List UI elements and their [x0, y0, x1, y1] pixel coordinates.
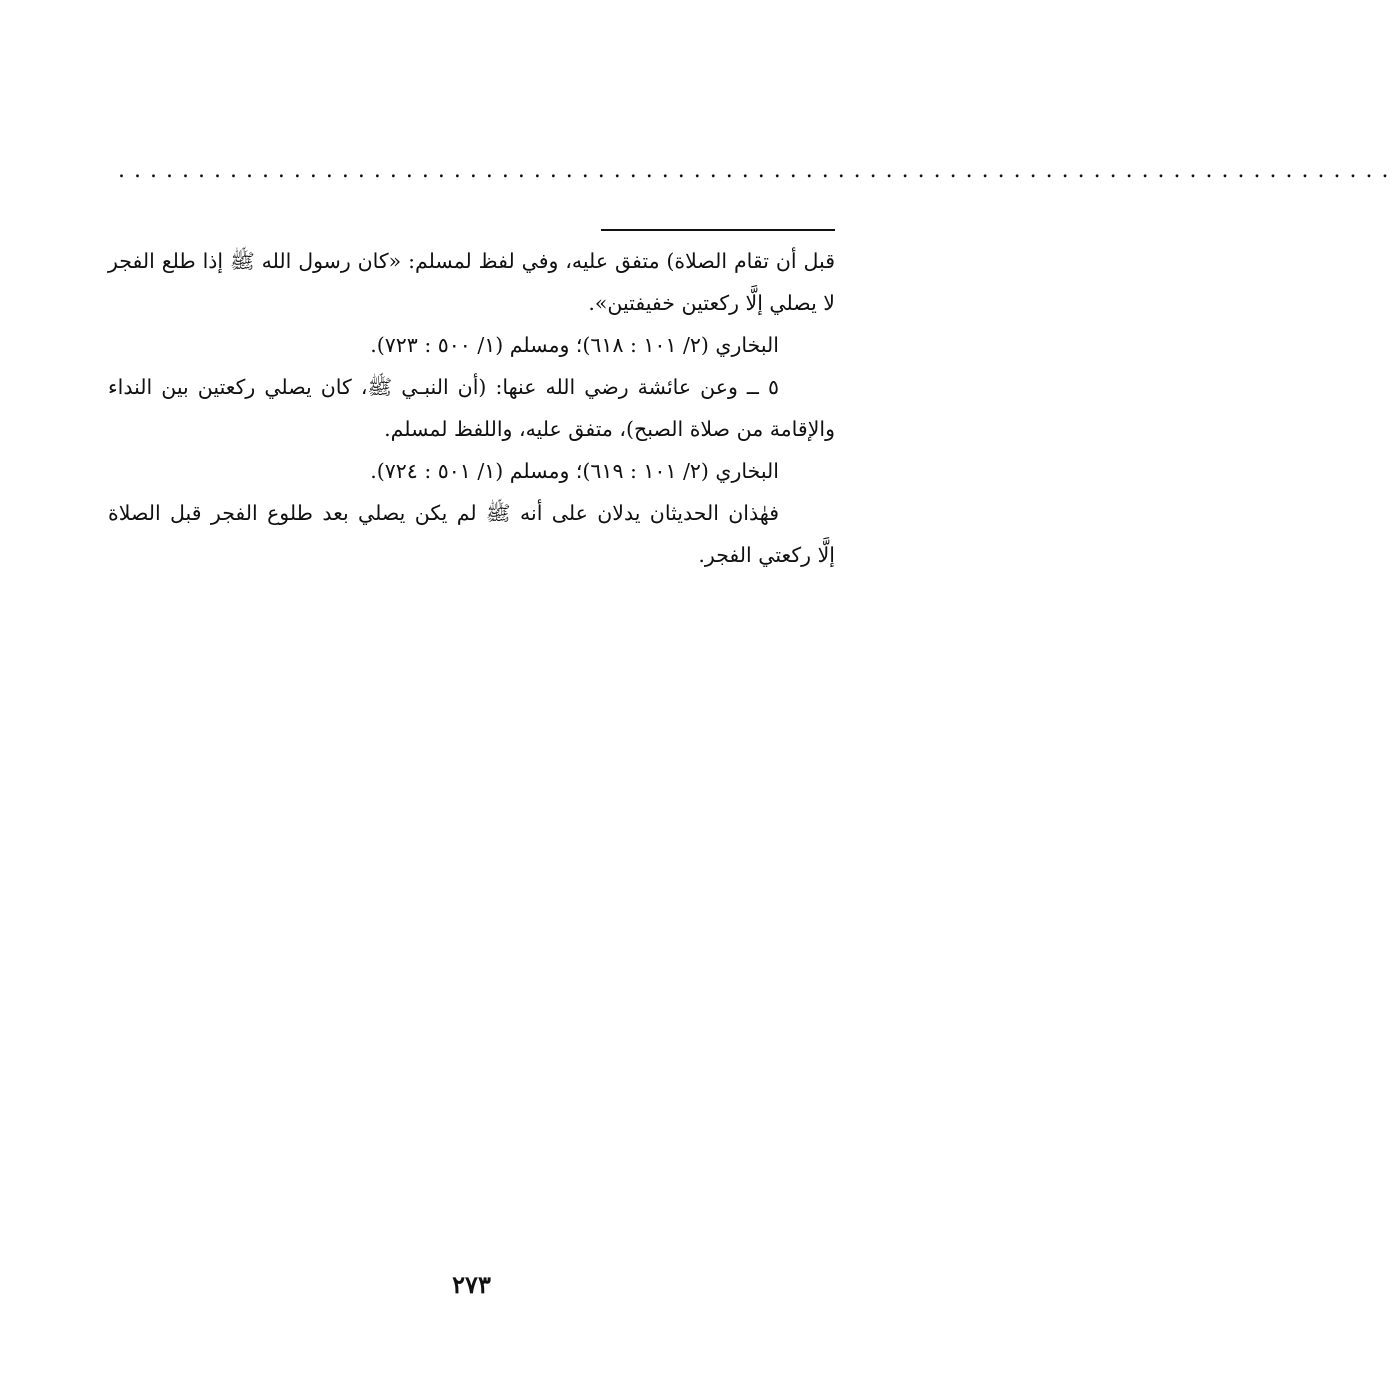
footnote-line: لا يصلي إلَّا ركعتين خفيفتين». [588, 291, 835, 315]
commentary-line: فهٰذان الحديثان يدلان على أنه ﷺ لم يكن يصلي بعد طلوع الفجر قبل الصلاة [108, 501, 779, 525]
dot-leader: ................................................................................ [118, 158, 1397, 183]
source-reference: البخاري (٢/ ١٠١ : ٦١٨)؛ ومسلم (١/ ٥٠٠ : ٧٢٣). [370, 333, 779, 357]
commentary-line: إلَّا ركعتي الفجر. [698, 543, 835, 567]
footnote-line: قبل أن تقام الصلاة) متفق عليه، وفي لفظ لمسلم: «كان رسول الله ﷺ إذا طلع الفجر [108, 249, 835, 273]
page-number: ٢٧٣ [452, 1270, 491, 1299]
footnote-line: والإقامة من صلاة الصبح)، متفق عليه، واللفظ لمسلم. [384, 417, 835, 441]
hadith-item-5: ٥ ــ وعن عائشة رضي الله عنها: (أن النبـي ﷺ، كان يصلي ركعتين بين النداء [108, 375, 779, 399]
footnote-separator-rule [601, 229, 835, 231]
source-reference: البخاري (٢/ ١٠١ : ٦١٩)؛ ومسلم (١/ ٥٠١ : ٧٢٤). [370, 459, 779, 483]
footnotes-block [108, 240, 835, 576]
